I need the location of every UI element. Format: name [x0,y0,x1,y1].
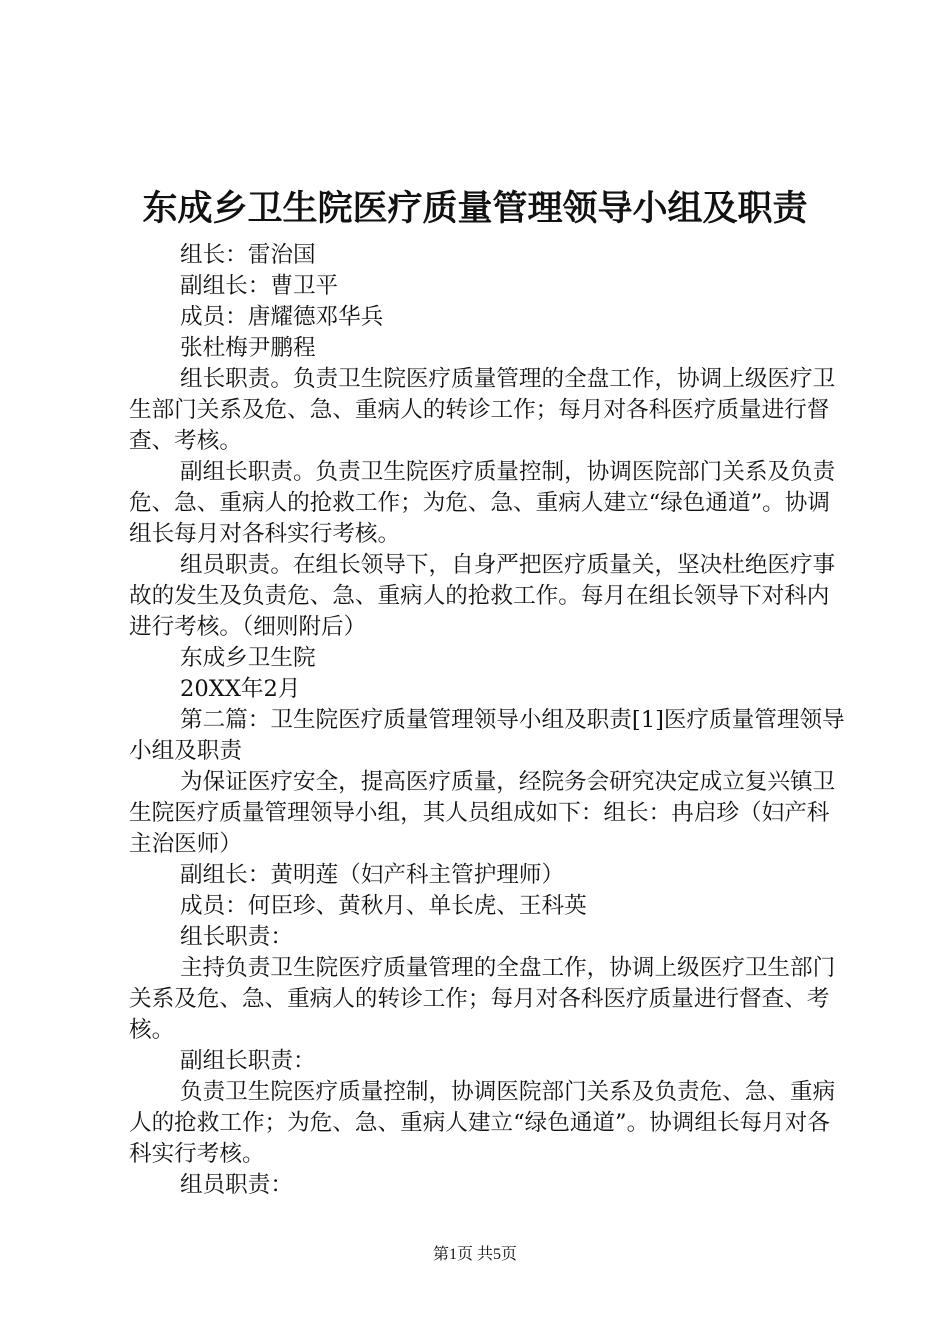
paragraph-member-duties-heading: 组员职责： [180,1172,293,1198]
paragraph-members-cont: 张杜梅尹鹏程 [180,335,316,361]
document-title: 东成乡卫生院医疗质量管理领导小组及职责 [142,188,808,229]
paragraph-deputy-leader: 副组长：曹卫平 [180,273,339,299]
paragraph-deputy-duties-2: 负责卫生院医疗质量控制，协调医院部门关系及负责危、急、重病人的抢救工作；为危、急、重病人建立“绿色通道”。协调组长每月对各科实行考核。 [129,1079,836,1167]
paragraph-section-two-heading: 第二篇：卫生院医疗质量管理领导小组及职责[1]医疗质量管理领导小组及职责 [129,707,845,764]
paragraph-leader-duties: 组长职责。负责卫生院医疗质量管理的全盘工作，协调上级医疗卫生部门关系及危、急、重病人的转诊工作；每月对各科医疗质量进行督查、考核。 [129,366,836,454]
paragraph-member-duties: 组员职责。在组长领导下，自身严把医疗质量关，坚决杜绝医疗事故的发生及负责危、急、重病人的抢救工作。每月在组长领导下对科内进行考核。（细则附后） [129,552,836,640]
paragraph-members: 成员：唐耀德邓华兵 [180,304,384,330]
paragraph-leader-duties-heading: 组长职责： [180,924,293,950]
document-body [129,240,849,1201]
paragraph-intro: 为保证医疗安全，提高医疗质量，经院务会研究决定成立复兴镇卫生院医疗质量管理领导小组，其人员组成如下：组长：冉启珍（妇产科主治医师） [129,769,836,857]
paragraph-signature-org: 东成乡卫生院 [180,645,316,671]
paragraph-signature-date: 20XX年2月 [180,676,301,702]
paragraph-deputy-duties-heading: 副组长职责： [180,1048,316,1074]
page-footer: 第1页 共5页 [432,1246,517,1263]
paragraph-deputy-leader-2: 副组长：黄明莲（妇产科主管护理师） [180,862,565,888]
paragraph-leader: 组长：雷治国 [180,242,316,268]
paragraph-members-2: 成员：何臣珍、黄秋月、单长虎、王科英 [180,893,587,919]
paragraph-leader-duties-2: 主持负责卫生院医疗质量管理的全盘工作，协调上级医疗卫生部门关系及危、急、重病人的转诊工作；每月对各科医疗质量进行督查、考核。 [129,955,836,1043]
paragraph-deputy-duties: 副组长职责。负责卫生院医疗质量控制，协调医院部门关系及负责危、急、重病人的抢救工作；为危、急、重病人建立“绿色通道”。协调组长每月对各科实行考核。 [129,459,836,547]
